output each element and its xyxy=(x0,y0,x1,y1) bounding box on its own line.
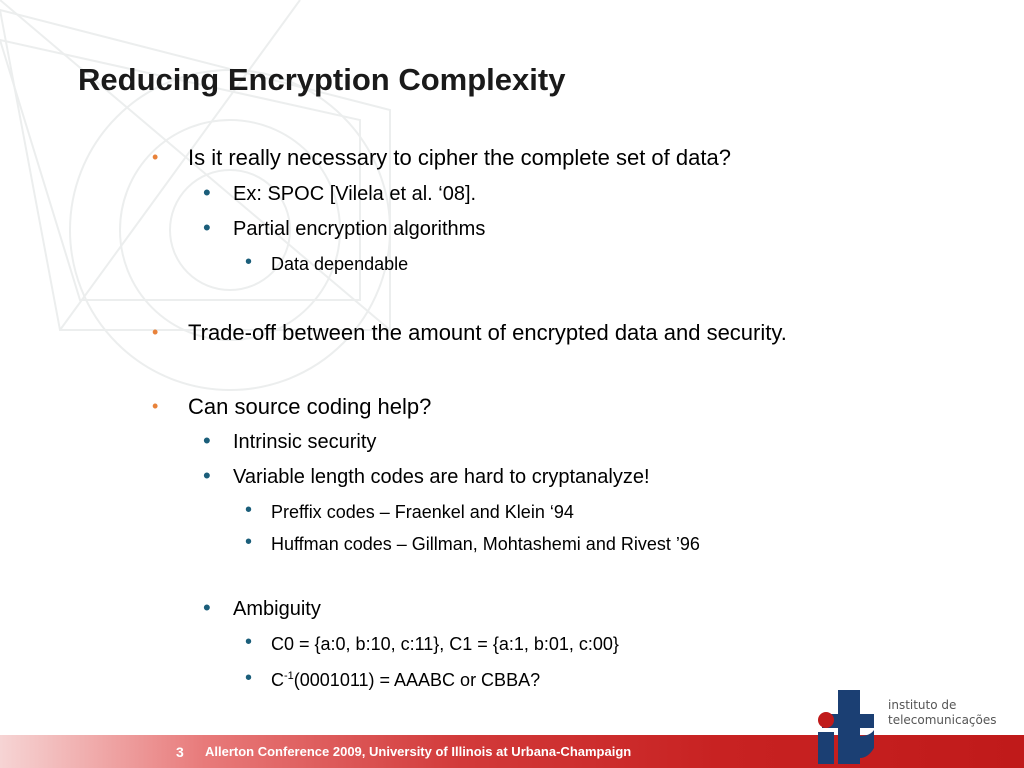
logo-line-1: instituto de xyxy=(888,698,957,712)
list-item xyxy=(203,463,650,489)
bullet-text: Intrinsic security xyxy=(233,431,377,453)
bullet-icon: • xyxy=(203,215,211,240)
list-item xyxy=(245,251,409,275)
logo-line-2: telecomunicações xyxy=(888,713,997,727)
formula-superscript: -1 xyxy=(284,670,294,682)
bullet-icon: • xyxy=(203,463,211,488)
formula-suffix: (0001011) = AAABC or CBBA? xyxy=(293,670,541,690)
bullet-icon: • xyxy=(245,667,253,689)
list-item xyxy=(203,428,377,454)
page-number: 3 xyxy=(176,744,184,760)
it-logo-icon xyxy=(808,686,888,768)
bullet-icon: • xyxy=(203,428,211,453)
list-item xyxy=(152,145,731,171)
logo-text xyxy=(888,698,997,728)
bullet-text: Ambiguity xyxy=(233,598,321,620)
bullet-text: Partial encryption algorithms xyxy=(233,218,486,240)
bullet-icon: • xyxy=(152,147,159,167)
bullet-text: Trade-off between the amount of encrypted data and security. xyxy=(188,320,787,345)
list-item xyxy=(245,631,619,655)
bullet-icon: • xyxy=(245,499,253,521)
bullet-icon: • xyxy=(203,595,211,620)
bullet-text: Ex: SPOC [Vilela et al. ‘08]. xyxy=(233,183,477,205)
bullet-text: Is it really necessary to cipher the complete set of data? xyxy=(188,145,731,170)
bullet-icon: • xyxy=(245,531,253,553)
bullet-icon: • xyxy=(152,396,159,416)
bullet-text: Huffman codes – Gillman, Mohtashemi and Rivest ’96 xyxy=(271,534,700,554)
list-item xyxy=(203,215,486,241)
bullet-text: Can source coding help? xyxy=(188,394,432,419)
bullet-icon: • xyxy=(245,631,253,653)
bullet-text: Data dependable xyxy=(271,254,409,274)
list-item xyxy=(245,531,700,555)
bullet-text: Preffix codes – Fraenkel and Klein ‘94 xyxy=(271,502,574,522)
list-item xyxy=(152,320,787,346)
bullet-text: Variable length codes are hard to cryptanalyze! xyxy=(233,466,650,488)
list-item xyxy=(203,595,321,621)
bullet-icon: • xyxy=(245,251,253,273)
bullet-icon: • xyxy=(203,180,211,205)
list-item xyxy=(203,180,477,206)
list-item xyxy=(152,394,432,420)
formula-prefix: C xyxy=(271,670,284,690)
slide-title: Reducing Encryption Complexity xyxy=(78,62,566,97)
bullet-text: C0 = {a:0, b:10, c:11}, C1 = {a:1, b:01, c:00} xyxy=(271,634,619,654)
bullet-text xyxy=(271,670,540,690)
list-item xyxy=(245,667,541,691)
bullet-icon: • xyxy=(152,322,159,342)
list-item xyxy=(245,499,574,523)
footer-text: Allerton Conference 2009, University of Illinois at Urbana-Champaign xyxy=(205,744,632,759)
